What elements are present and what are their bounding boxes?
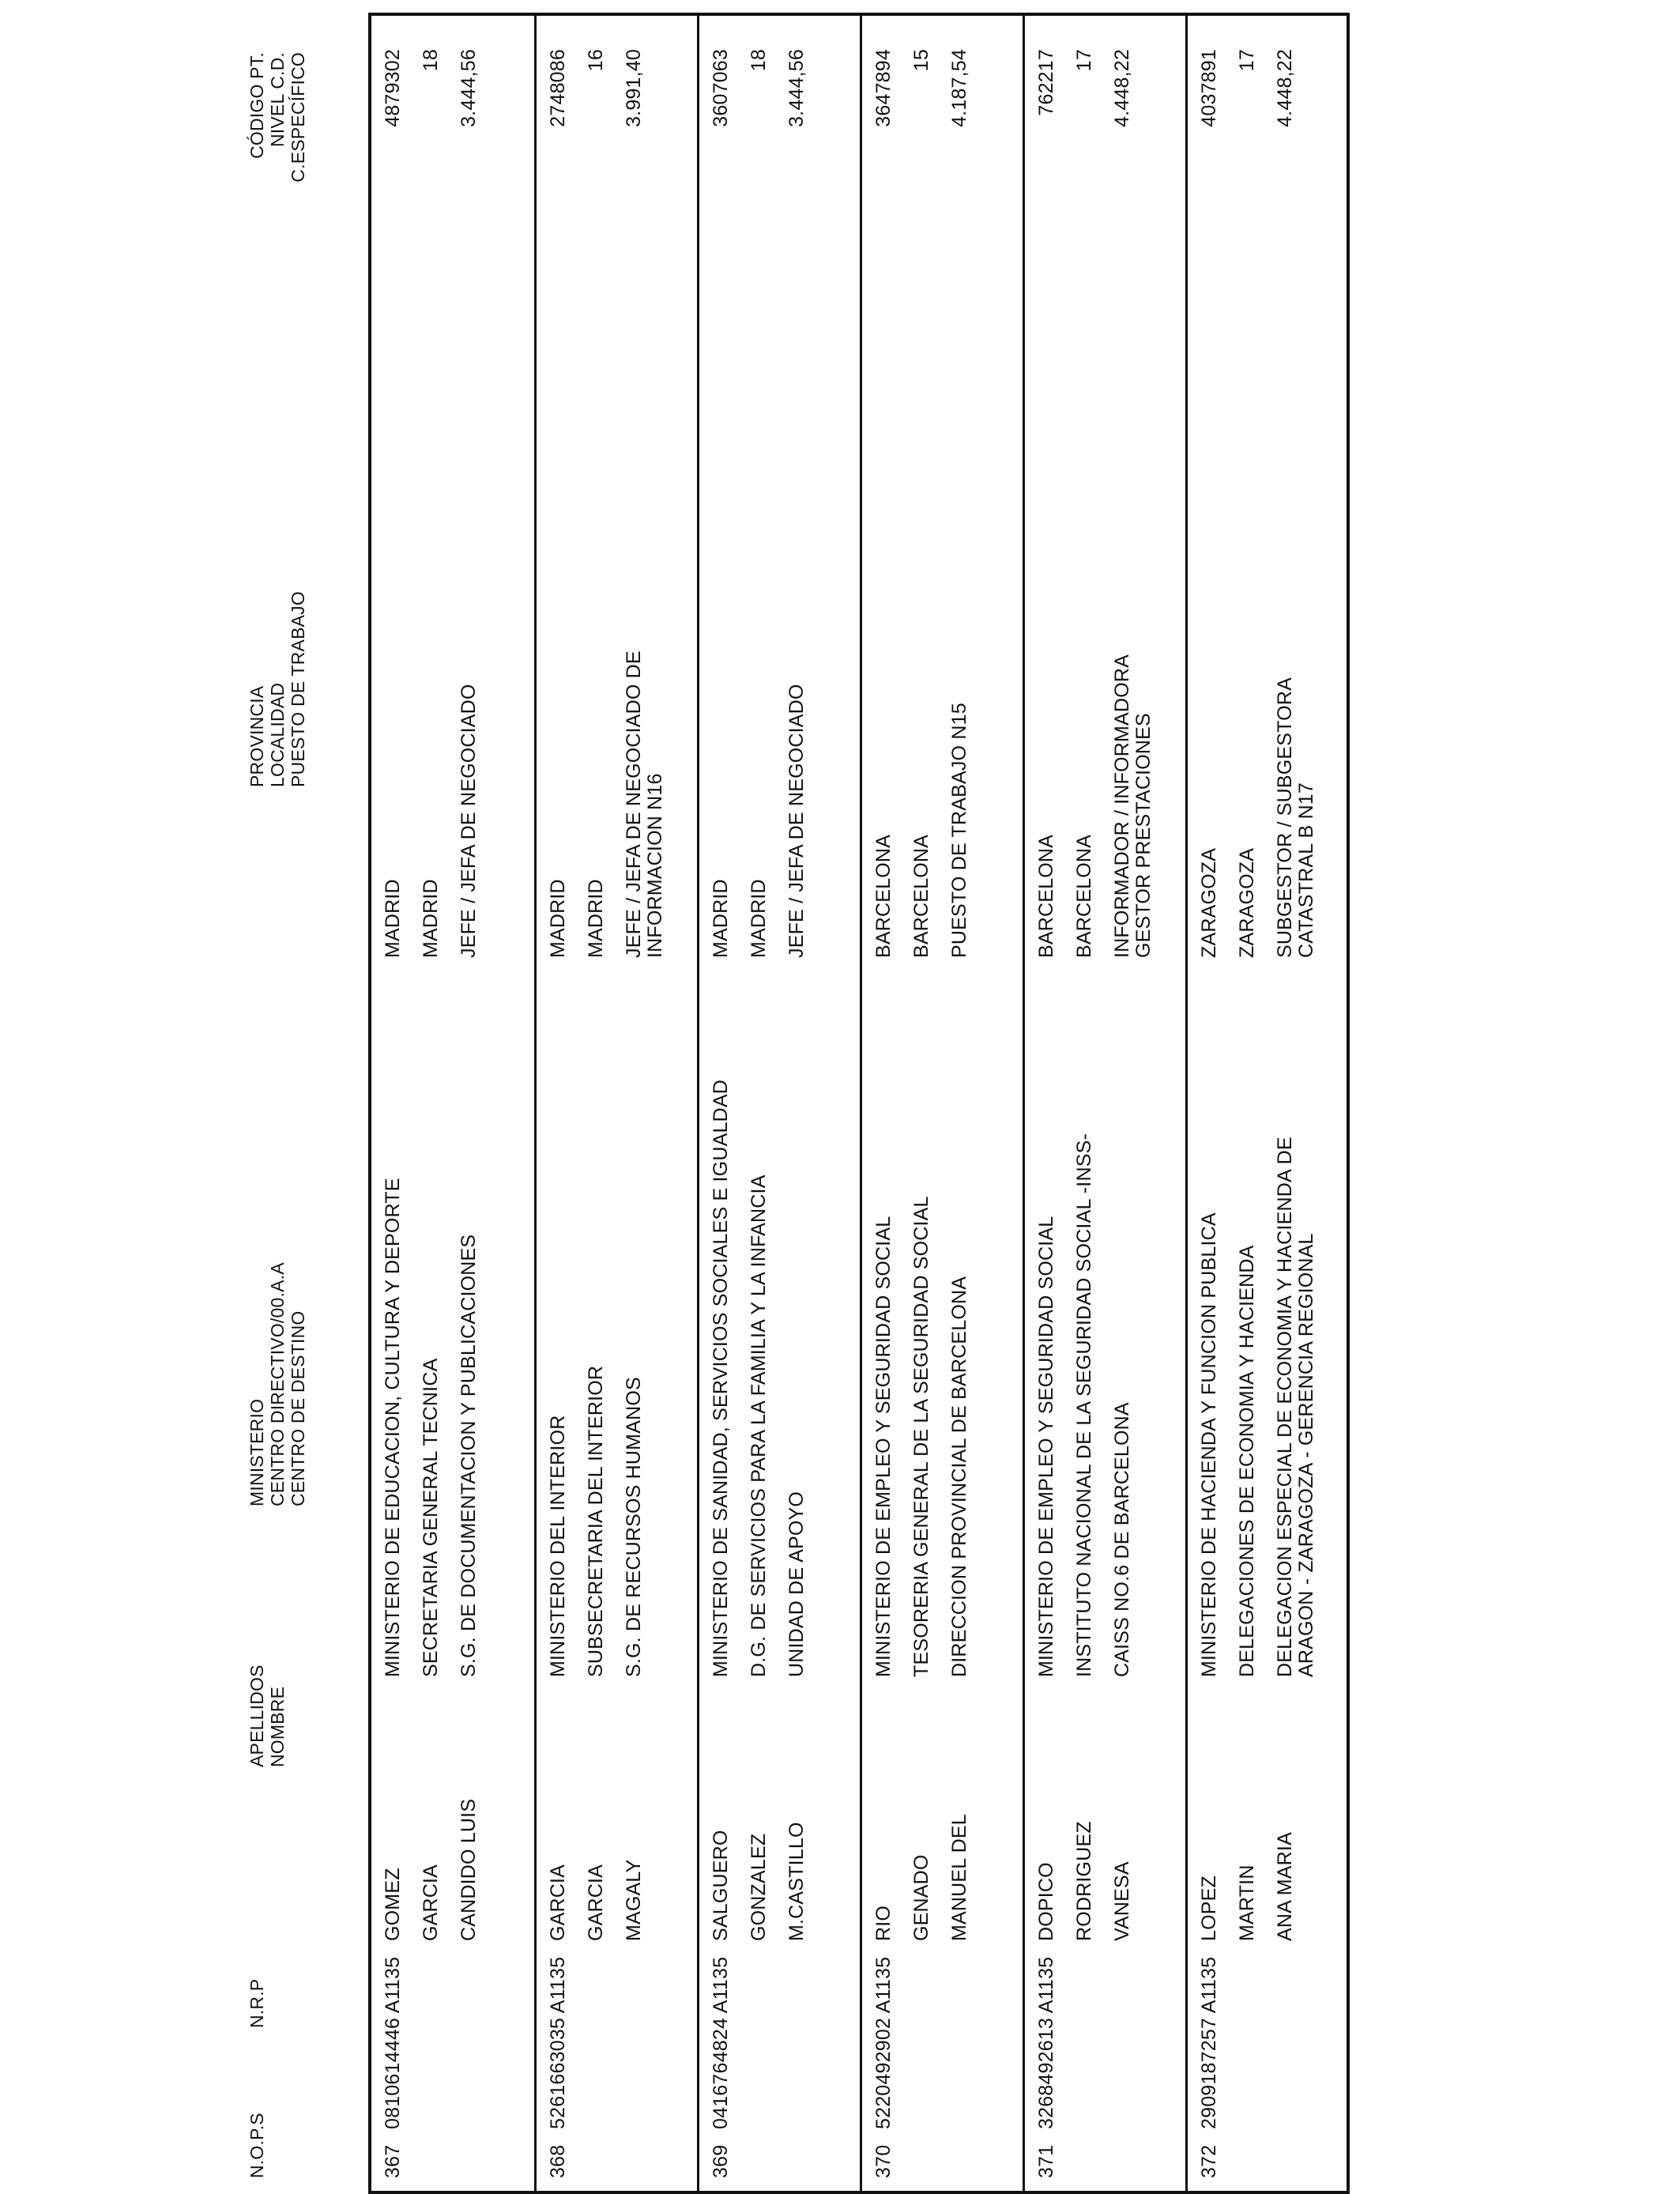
codigo-cell: 2748086 xyxy=(547,49,569,127)
nivel-cell: 16 xyxy=(585,49,607,72)
nops-cell: 369 xyxy=(710,2144,732,2178)
puesto-cell: JEFE / JEFA DE NEGOCIADO DE INFORMACION N16 xyxy=(623,650,666,958)
nops-cell: 367 xyxy=(382,2144,404,2178)
localidad-cell: MADRID xyxy=(420,879,442,958)
localidad-cell: BARCELONA xyxy=(1073,834,1095,958)
header-centro-destino-label: CENTRO DE DESTINO xyxy=(288,1310,308,1506)
ministerio-cell: MINISTERIO DE EMPLEO Y SEGURIDAD SOCIAL xyxy=(1035,1216,1057,1677)
nombre-cell: CANDIDO LUIS xyxy=(458,1798,480,1941)
especifico-cell: 3.991,40 xyxy=(623,49,645,127)
especifico-cell: 3.444,56 xyxy=(458,49,480,127)
header-apellidos-label: APELLIDOS xyxy=(247,1664,267,1767)
header-apellidos-nombre xyxy=(247,1664,288,1767)
ministerio-cell: MINISTERIO DE SANIDAD, SERVICIOS SOCIALES E IGUALDAD xyxy=(710,1080,732,1677)
nombre-cell: ANA MARIA xyxy=(1274,1832,1296,1941)
nops-cell: 372 xyxy=(1198,2144,1220,2178)
puesto-cell: JEFE / JEFA DE NEGOCIADO xyxy=(785,684,808,958)
especifico-cell: 3.444,56 xyxy=(785,49,808,127)
especifico-cell: 4.448,22 xyxy=(1111,49,1133,127)
apellido2-cell: GARCIA xyxy=(420,1864,442,1941)
apellido2-cell: RODRIGUEZ xyxy=(1073,1821,1095,1941)
ministerio-cell: MINISTERIO DE HACIENDA Y FUNCION PUBLICA xyxy=(1198,1212,1220,1677)
nrp-cell: 0416764824 A1135 xyxy=(710,1956,732,2129)
centro-directivo-cell: DELEGACIONES DE ECONOMIA Y HACIENDA xyxy=(1236,1245,1258,1677)
header-nrp xyxy=(247,1979,267,2028)
centro-destino-cell: DELEGACION ESPECIAL DE ECONOMIA Y HACIENDA DE ARAGON - ZARAGOZA - GERENCIA REGIONAL xyxy=(1274,1137,1317,1677)
header-nops-label: N.O.P.S xyxy=(247,2113,267,2178)
especifico-cell: 4.448,22 xyxy=(1274,49,1296,127)
apellido1-cell: RIO xyxy=(872,1905,895,1941)
header-provincia-label: PROVINCIA xyxy=(247,685,267,787)
provincia-cell: ZARAGOZA xyxy=(1198,847,1220,958)
nombre-cell: VANESA xyxy=(1111,1861,1133,1941)
centro-directivo-cell: INSTITUTO NACIONAL DE LA SEGURIDAD SOCIAL -INSS- xyxy=(1073,1133,1095,1677)
table-row xyxy=(860,16,1025,2191)
nrp-cell: 0810614446 A1135 xyxy=(382,1956,404,2129)
puesto-cell: SUBGESTOR / SUBGESTORA CATASTRAL B N17 xyxy=(1274,678,1317,958)
localidad-cell: MADRID xyxy=(748,879,770,958)
puesto-cell: PUESTO DE TRABAJO N15 xyxy=(948,703,970,958)
nivel-cell: 17 xyxy=(1073,49,1095,72)
codigo-cell: 3607063 xyxy=(710,49,732,127)
provincia-cell: BARCELONA xyxy=(872,834,895,958)
nivel-cell: 18 xyxy=(748,49,770,72)
centro-directivo-cell: TESORERIA GENERAL DE LA SEGURIDAD SOCIAL xyxy=(910,1196,932,1677)
header-nombre-label: NOMBRE xyxy=(267,1686,288,1767)
table-row xyxy=(371,16,534,2191)
centro-directivo-cell: SUBSECRETARIA DEL INTERIOR xyxy=(585,1365,607,1677)
apellido1-cell: GOMEZ xyxy=(382,1868,404,1941)
provincia-cell: BARCELONA xyxy=(1035,834,1057,958)
puesto-cell: JEFE / JEFA DE NEGOCIADO xyxy=(458,684,480,958)
table-row xyxy=(697,16,862,2191)
header-nivel-label: NIVEL C.D. xyxy=(267,52,288,148)
ministerio-cell: MINISTERIO DEL INTERIOR xyxy=(547,1415,569,1677)
apellido2-cell: MARTIN xyxy=(1236,1864,1258,1941)
nivel-cell: 17 xyxy=(1236,49,1258,72)
codigo-cell: 4879302 xyxy=(382,49,404,127)
nops-cell: 371 xyxy=(1035,2144,1057,2178)
header-nrp-label: N.R.P xyxy=(247,1978,267,2028)
nivel-cell: 15 xyxy=(910,49,932,72)
header-ministerio-centros xyxy=(247,1262,308,1506)
localidad-cell: BARCELONA xyxy=(910,834,932,958)
apellido2-cell: GONZALEZ xyxy=(748,1833,770,1941)
table-row xyxy=(1023,16,1188,2191)
header-puesto-label: PUESTO DE TRABAJO xyxy=(288,591,308,787)
puesto-cell: INFORMADOR / INFORMADORA GESTOR PRESTACIONES xyxy=(1111,655,1155,958)
nops-cell: 368 xyxy=(547,2144,569,2178)
apellido1-cell: SALGUERO xyxy=(710,1830,732,1941)
localidad-cell: ZARAGOZA xyxy=(1236,847,1258,958)
provincia-cell: MADRID xyxy=(382,879,404,958)
apellido2-cell: GENADO xyxy=(910,1854,932,1941)
nivel-cell: 18 xyxy=(420,49,442,72)
ministerio-cell: MINISTERIO DE EDUCACION, CULTURA Y DEPORTE xyxy=(382,1178,404,1677)
nops-cell: 370 xyxy=(872,2144,895,2178)
records-table xyxy=(368,13,1350,2194)
codigo-cell: 762217 xyxy=(1035,49,1057,116)
table-row xyxy=(1185,16,1350,2191)
centro-destino-cell: S.G. DE RECURSOS HUMANOS xyxy=(623,1377,645,1677)
apellido1-cell: GARCIA xyxy=(547,1864,569,1941)
header-centro-directivo-label: CENTRO DIRECTIVO/00.A.A xyxy=(267,1262,288,1506)
apellido1-cell: LOPEZ xyxy=(1198,1875,1220,1941)
header-codigo-label: CÓDIGO PT. xyxy=(247,52,267,159)
provincia-cell: MADRID xyxy=(710,879,732,958)
apellido1-cell: DOPICO xyxy=(1035,1862,1057,1941)
codigo-cell: 3647894 xyxy=(872,49,895,127)
nrp-cell: 3268492613 A1135 xyxy=(1035,1956,1057,2129)
nrp-cell: 2909187257 A1135 xyxy=(1198,1956,1220,2129)
ministerio-cell: MINISTERIO DE EMPLEO Y SEGURIDAD SOCIAL xyxy=(872,1216,895,1677)
centro-directivo-cell: D.G. DE SERVICIOS PARA LA FAMILIA Y LA INFANCIA xyxy=(748,1174,770,1677)
header-codigo-nivel-especifico xyxy=(247,52,308,226)
centro-destino-cell: CAISS NO.6 DE BARCELONA xyxy=(1111,1402,1133,1677)
header-provincia-localidad-puesto xyxy=(247,591,308,787)
header-nops xyxy=(247,2113,267,2178)
provincia-cell: MADRID xyxy=(547,879,569,958)
centro-directivo-cell: SECRETARIA GENERAL TECNICA xyxy=(420,1358,442,1677)
codigo-cell: 4037891 xyxy=(1198,49,1220,127)
header-especifico-label: C.ESPECÍFICO xyxy=(288,52,308,183)
nombre-cell: M.CASTILLO xyxy=(785,1822,808,1941)
localidad-cell: MADRID xyxy=(585,879,607,958)
header-localidad-label: LOCALIDAD xyxy=(267,682,288,787)
table-row xyxy=(534,16,699,2191)
centro-destino-cell: UNIDAD DE APOYO xyxy=(785,1491,808,1677)
nombre-cell: MAGALY xyxy=(623,1859,645,1941)
nrp-cell: 5220492902 A1135 xyxy=(872,1956,895,2129)
especifico-cell: 4.187,54 xyxy=(948,49,970,127)
centro-destino-cell: DIRECCION PROVINCIAL DE BARCELONA xyxy=(948,1276,970,1677)
header-ministerio-label: MINISTERIO xyxy=(247,1398,267,1506)
centro-destino-cell: S.G. DE DOCUMENTACION Y PUBLICACIONES xyxy=(458,1234,480,1677)
nrp-cell: 5261663035 A1135 xyxy=(547,1956,569,2129)
apellido2-cell: GARCIA xyxy=(585,1864,607,1941)
nombre-cell: MANUEL DEL xyxy=(948,1814,970,1941)
